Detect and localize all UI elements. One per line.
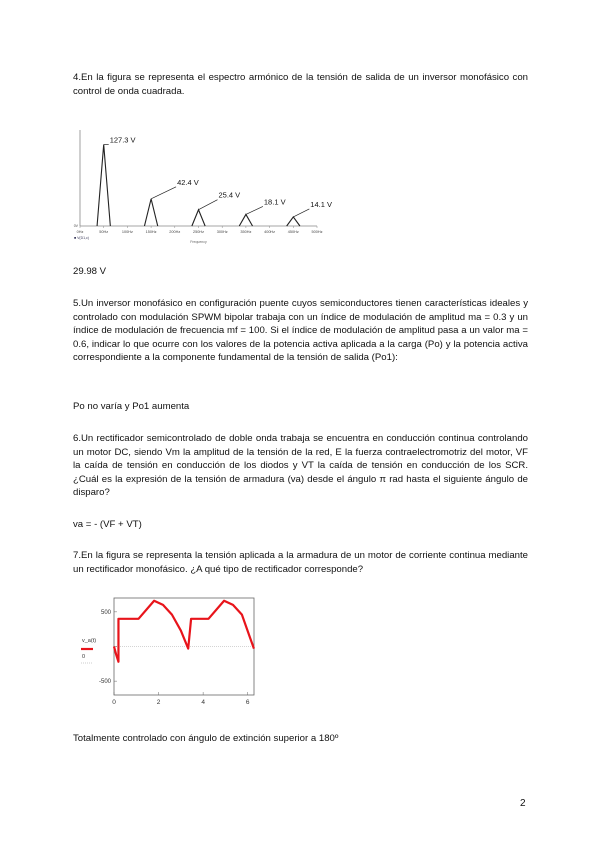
- harmonic-peak: [144, 199, 157, 226]
- x-tick-label: 150Hz: [145, 230, 157, 234]
- question-6-text: 6.Un rectificador semicontrolado de doble onda trabaja se encuentra en conducción continua controlando un motor DC, siendo Vm la amplitud de la tensión de la red, E la fuerza contraelectromotriz del motor, VF la caída de tensión en conducción de los diodos y VT la caída de tensión en conducción de los SCR. ¿Cuál es la expresión de la tensión de armadura (va) desde el ángulo π rad hasta el siguiente ángulo de disparo?: [73, 433, 528, 499]
- harmonic-peak: [192, 210, 205, 226]
- x-tick-label: 0: [112, 699, 116, 706]
- x-tick-label: 300Hz: [216, 230, 228, 234]
- question-7-answer: Totalmente controlado con ángulo de extinción superior a 180º: [73, 733, 339, 744]
- armature-voltage-chart: [74, 594, 266, 712]
- x-tick-label: 100Hz: [121, 230, 133, 234]
- x-tick-label: 50Hz: [99, 230, 109, 234]
- harmonic-value-label: 127.3 V: [109, 135, 136, 145]
- harmonic-peak: [239, 214, 252, 226]
- x-tick-label: 350Hz: [240, 230, 252, 234]
- y-tick-label: 0V: [73, 224, 78, 228]
- question-4-answer: 29.98 V: [73, 266, 107, 277]
- question-6-answer: va = - (VF + VT): [73, 519, 142, 530]
- harmonic-value-label: 18.1 V: [263, 197, 286, 207]
- y-tick-label: -500: [98, 679, 111, 686]
- legend-label: v_a(t): [82, 638, 97, 644]
- label-leader: [199, 200, 218, 210]
- x-tick-label: 0Hz: [76, 230, 84, 234]
- page-number: 2: [520, 798, 526, 809]
- x-tick-label: 4: [201, 699, 205, 706]
- x-tick-label: 200Hz: [169, 230, 181, 234]
- x-tick-label: 250Hz: [193, 230, 204, 234]
- question-4-text: 4.En la figura se representa el espectro armónico de la tensión de salida de un inversor monofásico con control de onda cuadrada.: [73, 72, 528, 97]
- harmonic-value-label: 42.4 V: [177, 177, 199, 187]
- label-leader: [246, 206, 263, 214]
- legend-label: ■ V(D1,c): [74, 236, 89, 240]
- harmonic-spectrum-chart: [72, 126, 332, 246]
- x-axis-label: Frequency: [190, 240, 207, 244]
- label-leader: [151, 187, 176, 199]
- x-tick-label: 400Hz: [264, 230, 276, 234]
- harmonic-peak: [287, 217, 300, 226]
- question-5-text: 5.Un inversor monofásico en configuración puente cuyos semiconductores tienen características ideales y controlado con modulación SPWM bipolar trabaja con un índice de modulación de amplitud ma = 0.3 y un índice de modulación de frecuencia mf = 100. Si el índice de modulación de amplitud pasa a un valor ma = 0.6, indicar lo que ocurre con los valores de la potencia activa aplicada a la carga (Po) y la potencia activa correspondiente a la componente fundamental de la tensión de salida (Po1):: [73, 298, 528, 364]
- x-tick-label: 2: [156, 699, 161, 706]
- x-tick-label: 450Hz: [287, 230, 299, 234]
- label-leader: [293, 209, 309, 217]
- question-5-answer: Po no varía y Po1 aumenta: [73, 401, 190, 412]
- harmonic-value-label: 14.1 V: [310, 199, 332, 209]
- x-tick-label: 500Hz: [311, 230, 323, 234]
- question-7-text: 7.En la figura se representa la tensión aplicada a la armadura de un motor de corriente continua mediante un rectificador monofásico. ¿A qué tipo de rectificador corresponde?: [73, 550, 528, 575]
- harmonic-peak: [97, 145, 110, 226]
- legend-zero-label: 0: [82, 654, 86, 660]
- y-tick-label: 500: [100, 609, 111, 616]
- x-tick-label: 6: [245, 699, 250, 706]
- harmonic-value-label: 25.4 V: [218, 190, 241, 200]
